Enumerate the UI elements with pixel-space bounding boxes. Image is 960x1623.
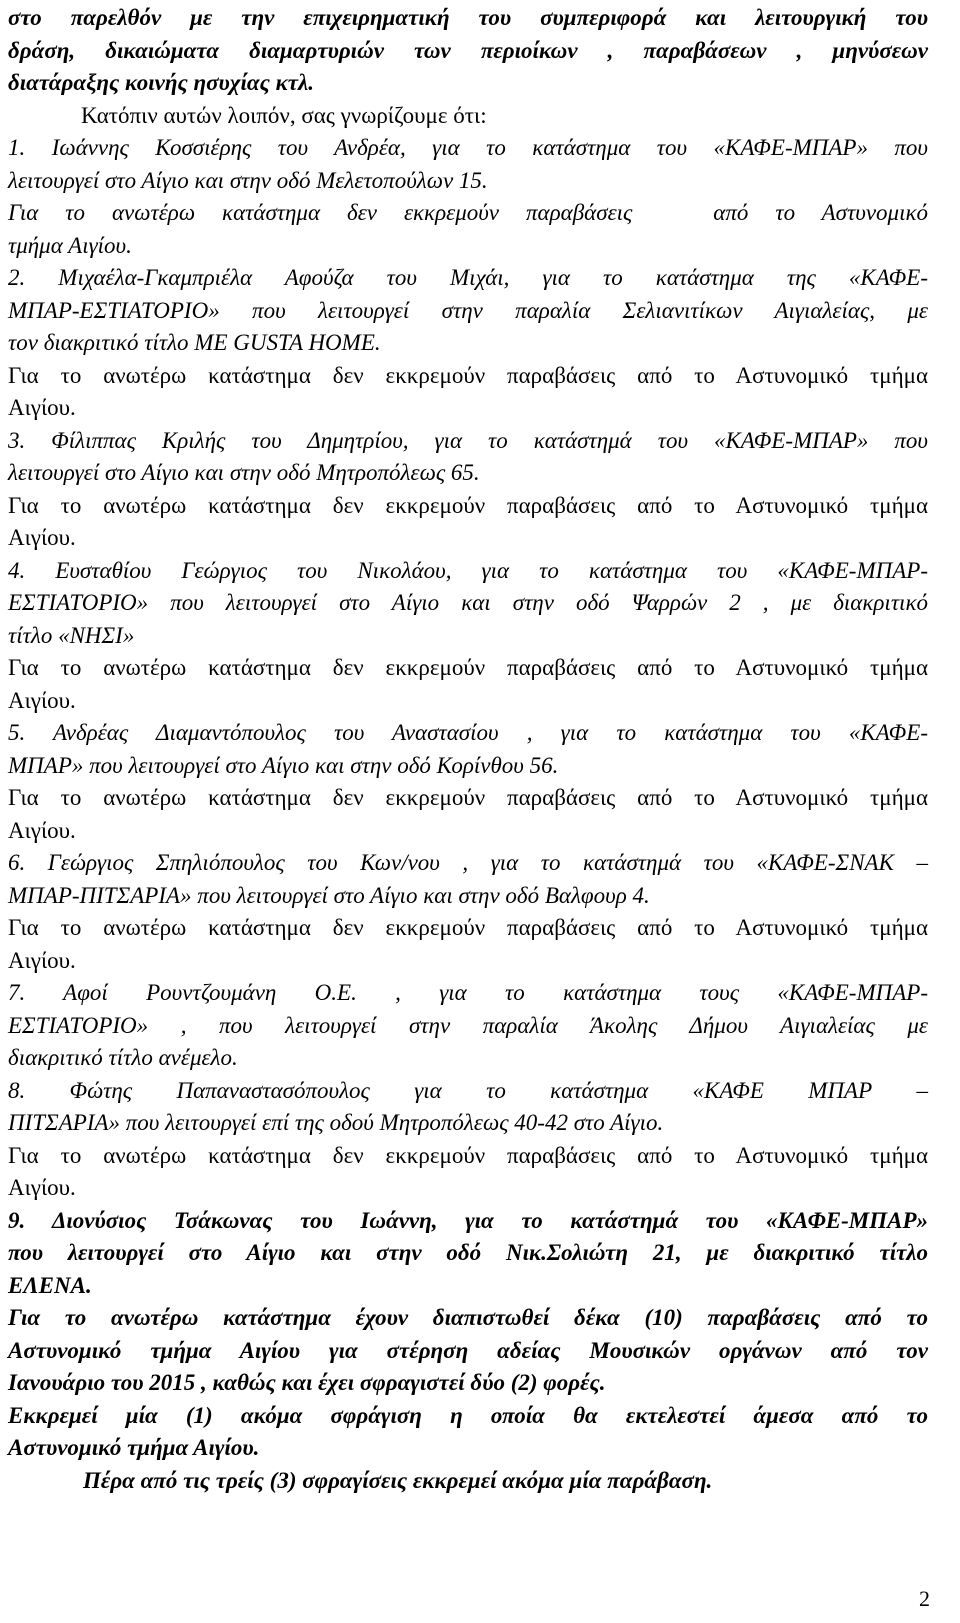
list-item-4-line: ΕΣΤΙΑΤΟΡΙΟ» που λειτουργεί στο Αίγιο και στην οδό Ψαρρών 2 , με διακριτικό xyxy=(8,590,928,615)
status-line: Για το ανωτέρω κατάστημα δεν εκκρεμούν παραβάσεις από το Αστυνομικό τμήμα xyxy=(8,655,928,680)
document-body xyxy=(8,2,928,1497)
pending-line: Εκκρεμεί μία (1) ακόμα σφράγιση η οποία θα εκτελεστεί άμεσα από το xyxy=(8,1402,928,1428)
text-line: Κατόπιν αυτών λοιπόν, σας γνωρίζουμε ότι: xyxy=(81,102,487,128)
list-item-8-line: 8. Φώτης Παπαναστασόπουλος για το κατάστημα «ΚΑΦΕ ΜΠΑΡ – xyxy=(8,1077,928,1103)
status-line: Αιγίου. xyxy=(8,525,76,550)
list-item-7-line: ΕΣΤΙΑΤΟΡΙΟ» , που λειτουργεί στην παραλία Άκολης Δήμου Αιγιαλείας με xyxy=(8,1012,928,1038)
status-line: Για το ανωτέρω κατάστημα δεν εκκρεμούν παραβάσεις από το Αστυνομικό xyxy=(8,200,928,225)
status-line: Αιγίου. xyxy=(8,947,76,973)
closing-line: Πέρα από τις τρείς (3) σφραγίσεις εκκρεμεί ακόμα μία παράβαση. xyxy=(83,1467,713,1493)
list-item-4-line: 4. Ευσταθίου Γεώργιος του Νικολάου, για το κατάστημα του «ΚΑΦΕ-ΜΠΑΡ- xyxy=(8,557,928,583)
status-line: Αιγίου. xyxy=(8,1175,76,1200)
status-line: Αιγίου. xyxy=(8,687,76,713)
violation-line: Αστυνομικό τμήμα Αιγίου για στέρηση αδείας Μουσικών οργάνων από τον xyxy=(8,1337,928,1363)
list-item-9-line: ΕΛΕΝΑ. xyxy=(8,1272,92,1298)
list-item-1-line: 1. Ιωάννης Κοσσιέρης του Ανδρέα, για το κατάστημα του «ΚΑΦΕ-ΜΠΑΡ» που xyxy=(8,135,928,160)
status-line: Αιγίου. xyxy=(8,395,76,420)
list-item-5-line: 5. Ανδρέας Διαμαντόπουλος του Αναστασίου , για το κατάστημα του «ΚΑΦΕ- xyxy=(8,720,928,745)
pending-line: Αστυνομικό τμήμα Αιγίου. xyxy=(8,1435,260,1460)
list-item-3-line: 3. Φίλιππας Κριλής του Δημητρίου, για το κατάστημά του «ΚΑΦΕ-ΜΠΑΡ» που xyxy=(8,427,928,453)
status-line: τμήμα Αιγίου. xyxy=(8,232,132,258)
status-line: Για το ανωτέρω κατάστημα δεν εκκρεμούν παραβάσεις από το Αστυνομικό τμήμα xyxy=(8,362,928,388)
status-line: Για το ανωτέρω κατάστημα δεν εκκρεμούν παραβάσεις από το Αστυνομικό τμήμα xyxy=(8,785,928,810)
status-line: Για το ανωτέρω κατάστημα δεν εκκρεμούν παραβάσεις από το Αστυνομικό τμήμα xyxy=(8,915,928,940)
list-item-4-line: τίτλο «ΝΗΣΙ» xyxy=(8,622,135,648)
status-line: Για το ανωτέρω κατάστημα δεν εκκρεμούν παραβάσεις από το Αστυνομικό τμήμα xyxy=(8,1142,928,1168)
page-number: 2 xyxy=(919,1586,930,1611)
status-line: Αιγίου. xyxy=(8,817,76,843)
status-line: Για το ανωτέρω κατάστημα δεν εκκρεμούν παραβάσεις από το Αστυνομικό τμήμα xyxy=(8,492,928,518)
list-item-9-line: 9. Διονύσιος Τσάκωνας του Ιωάννη, για το κατάστημά του «ΚΑΦΕ-ΜΠΑΡ» xyxy=(8,1207,928,1233)
list-item-2-line: ΜΠΑΡ-ΕΣΤΙΑΤΟΡΙΟ» που λειτουργεί στην παραλία Σελιανιτίκων Αιγιαλείας, με xyxy=(8,297,928,323)
text-line: δράση, δικαιώματα διαμαρτυριών των περιοίκων , παραβάσεων , μηνύσεων xyxy=(8,37,928,63)
list-item-6-line: ΜΠΑΡ-ΠΙΤΣΑΡΙΑ» που λειτουργεί στο Αίγιο και στην οδό Βαλφουρ 4. xyxy=(8,882,650,908)
text-line: στο παρελθόν με την επιχειρηματική του συμπεριφορά και λειτουργική του xyxy=(8,5,928,30)
violation-line: Για το ανωτέρω κατάστημα έχουν διαπιστωθεί δέκα (10) παραβάσεις από το xyxy=(8,1305,928,1330)
list-item-7-line: 7. Αφοί Ρουντζουμάνη Ο.Ε. , για το κατάστημα τους «ΚΑΦΕ-ΜΠΑΡ- xyxy=(8,980,928,1005)
list-item-2-line: 2. Μιχαέλα-Γκαμπριέλα Αφούζα του Μιχάι, για το κατάστημα της «ΚΑΦΕ- xyxy=(8,265,928,290)
text-line: διατάραξης κοινής ησυχίας κτλ. xyxy=(8,70,314,95)
list-item-8-line: ΠΙΤΣΑΡΙΑ» που λειτουργεί επί της οδού Μητροπόλεως 40-42 στο Αίγιο. xyxy=(8,1110,664,1135)
list-item-9-line: που λειτουργεί στο Αίγιο και στην οδό Νικ.Σολιώτη 21, με διακριτικό τίτλο xyxy=(8,1240,928,1265)
list-item-3-line: λειτουργεί στο Αίγιο και στην οδό Μητροπόλεως 65. xyxy=(8,460,480,485)
list-item-5-line: ΜΠΑΡ» που λειτουργεί στο Αίγιο και στην οδό Κορίνθου 56. xyxy=(8,752,559,778)
list-item-1-line: λειτουργεί στο Αίγιο και στην οδό Μελετοπούλων 15. xyxy=(8,167,488,193)
list-item-2-line: τον διακριτικό τίτλο ME GUSTA HOME. xyxy=(8,330,381,355)
list-item-6-line: 6. Γεώργιος Σπηλιόπουλος του Κων/νου , για το κατάστημά του «ΚΑΦΕ-ΣΝΑΚ – xyxy=(8,850,928,875)
violation-line: Ιανουάριο του 2015 , καθώς και έχει σφραγιστεί δύο (2) φορές. xyxy=(8,1370,606,1395)
list-item-7-line: διακριτικό τίτλο ανέμελο. xyxy=(8,1045,238,1070)
